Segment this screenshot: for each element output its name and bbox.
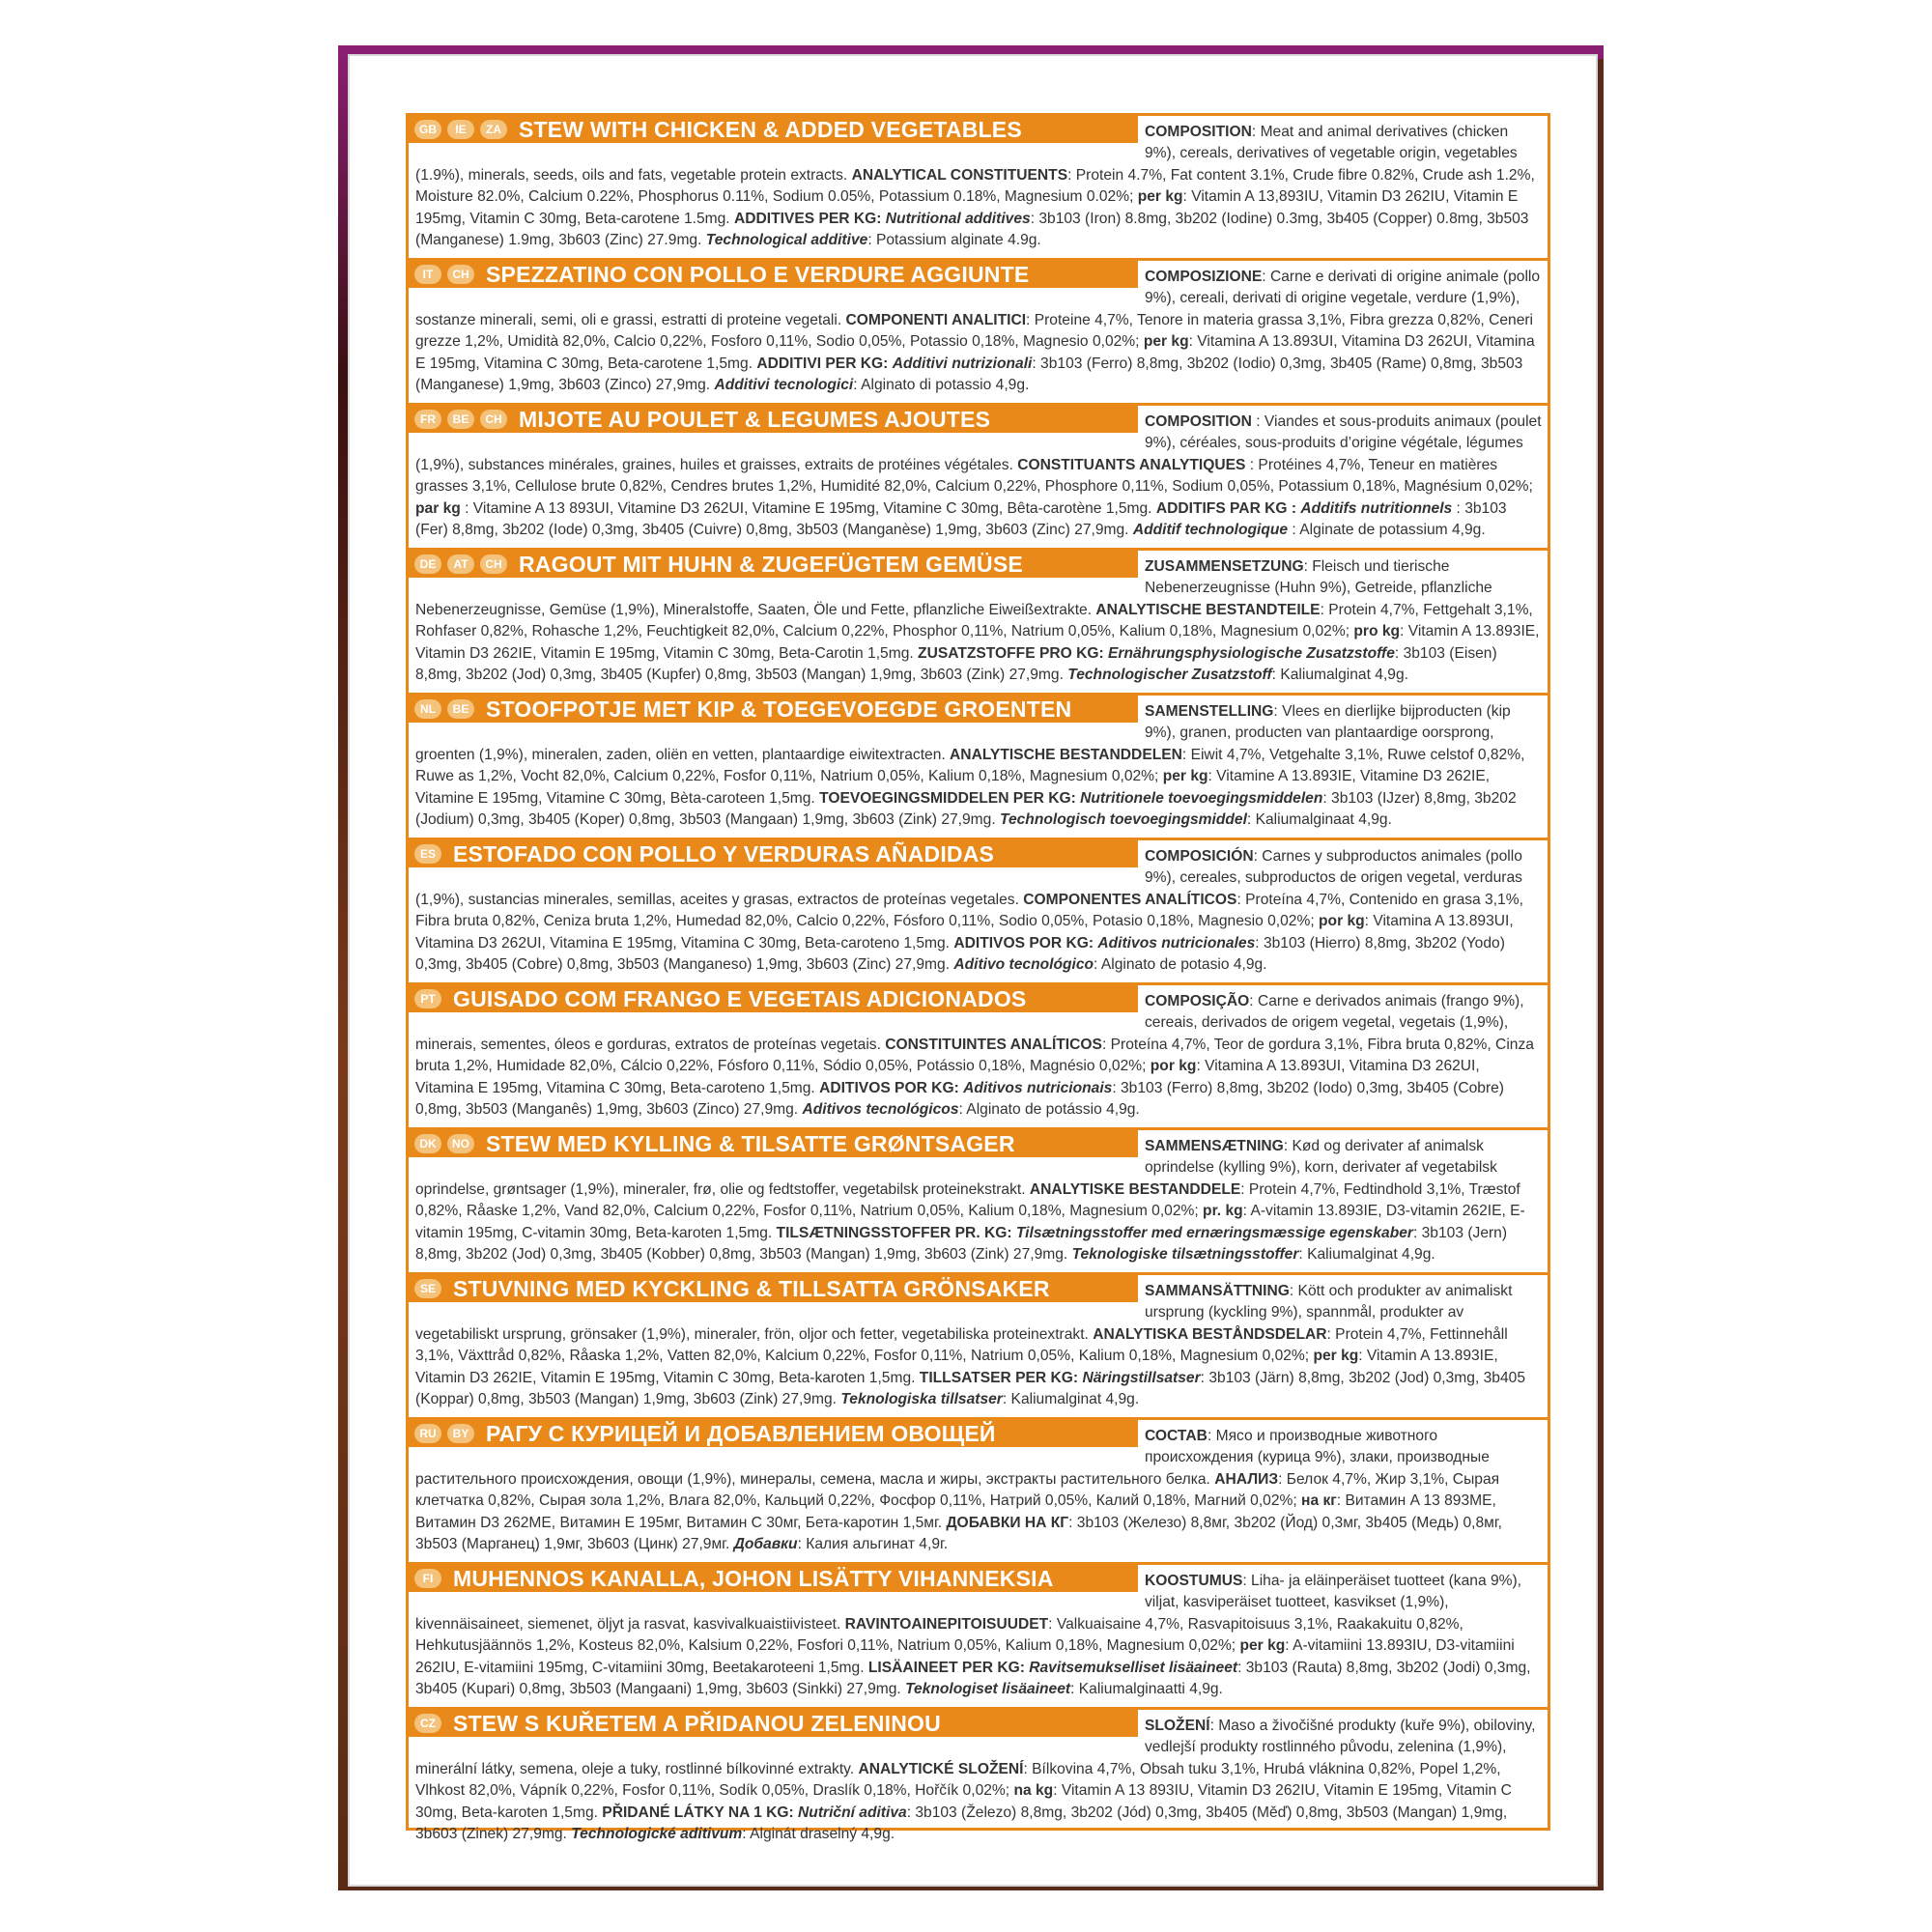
label-run: por kg [1150, 1058, 1197, 1075]
language-section [409, 1420, 1548, 1565]
language-section [409, 985, 1548, 1130]
section-title: MUHENNOS KANALLA, JOHON LISÄTTY VIHANNEKSIA [453, 1565, 1054, 1591]
label-run: Aditivo tecnológico [953, 956, 1094, 974]
country-code-badge: BE [447, 699, 474, 719]
section-title: STUVNING MED KYCKLING & TILLSATTA GRÖNSAKER [453, 1275, 1050, 1301]
text-run: : Fleisch und tierische Nebenerzeugnisse (Huhn 9%), Getreide, pflanzliche Nebenerzeugnisse, Gemüse (1,9%), Mineralstoffe, Saaten, Öle und Fette, pflanzliche Eiweißextrakte. [415, 558, 1492, 618]
text-run: : 3b103 (IJzer) 8,8mg, 3b202 (Jodium) 0,3mg, 3b405 (Koper) 0,8mg, 3b503 (Mangaan) 1,9mg, 3b603 (Zink) 27,9mg. [415, 789, 1517, 829]
label-run: LISÄAINEET PER KG: [867, 1659, 1030, 1676]
label-run: ANALYTISCHE BESTANDTEILE [1095, 601, 1321, 618]
text-run: : Protein 4,7%, Fettinnehåll 3,1%, Växttråd 0,82%, Råaska 1,2%, Vatten 82,0%, Kalcium 0,22%, Fosfor 0,11%, Natrium 0,05%, Kalium 0,18%, Magnesium 0,02%; [415, 1325, 1508, 1365]
text-run: : Protéines 4,7%, Teneur en matières grasses 3,1%, Cellulose brute 0,82%, Cendres brutes 1,2%, Humidité 82,0%, Calcium 0,22%, Phosphore 0,11%, Sodium 0,05%, Potassium 0,18%, Magnésium 0,02%; [415, 456, 1533, 496]
section-title-band [409, 840, 1138, 867]
label-run: Aditivos nutricionais [963, 1079, 1113, 1096]
label-run: per kg [1137, 188, 1183, 206]
label-run: TILSÆTNINGSSTOFFER PR. KG: [776, 1224, 1016, 1241]
text-run: : 3b103 (Rauta) 8,8mg, 3b202 (Jodi) 0,3mg, 3b405 (Kupari) 0,8mg, 3b503 (Mangaani) 1,9mg, 3b603 (Sinkki) 27,9mg. [415, 1659, 1531, 1698]
country-code-badge: CH [480, 554, 507, 574]
label-run: Aditivos tecnológicos [802, 1101, 959, 1119]
label-run: Ravitsemukselliset lisäaineet [1029, 1659, 1238, 1676]
label-run: COMPOSIÇÃO [1145, 993, 1250, 1009]
label-run: SAMMANSÄTTNING [1145, 1283, 1290, 1299]
section-title-band [409, 696, 1138, 723]
text-run: : Витамин A 13 893МЕ, Витамин D3 262МЕ, Витамин E 195мг, Витамин C 30мг, Бета-каротин 1,5мг. [415, 1492, 1496, 1531]
text-run: : Protein 4,7%, Fedtindhold 3,1%, Træstof 0,82%, Råaske 1,2%, Vand 82,0%, Calcium 0,22%, Fosfor 0,11%, Natrium 0,05%, Kalium 0,18%, Magnesium 0,02%; [415, 1180, 1520, 1220]
label-run: per kg [1162, 768, 1208, 785]
label-run: ADITIVOS POR KG: [819, 1079, 964, 1096]
label-run: COMPOSITION [1145, 124, 1252, 140]
label-run: ДОБАВКИ НА КГ [946, 1514, 1069, 1531]
label-run: ADDITIVI PER KG: [756, 355, 893, 372]
label-run: SAMENSTELLING [1145, 703, 1274, 720]
label-run: per kg [1239, 1637, 1286, 1655]
text-run: : Meat and animal derivatives (chicken 9%), cereals, derivatives of vegetable origin, vegetables (1.9%), minerals, seeds, oils and fats, vegetable protein extracts. [415, 124, 1518, 184]
text-run: : 3b103 (Železo) 8,8mg, 3b202 (Jód) 0,3mg, 3b405 (Měď) 0,8mg, 3b503 (Mangan) 1,9mg, 3b603 (Zinek) 27,9mg. [415, 1804, 1508, 1843]
text-run: : Vitamin A 13 893IU, Vitamin D3 262IU, Vitamin E 195mg, Vitamin C 30mg, Beta-karoten 1,5mg. [415, 1782, 1512, 1821]
label-run: SLOŽENÍ [1145, 1718, 1210, 1734]
section-title: RAGOUT MIT HUHN & ZUGEFÜGTEM GEMÜSE [519, 551, 1023, 577]
section-title-band [409, 551, 1138, 578]
text-run: : Alginato de potasio 4,9g. [1094, 956, 1267, 974]
label-run: Technologické aditivum [571, 1826, 743, 1843]
label-run: Aditivos nutricionales [1097, 934, 1256, 952]
country-code-badge: BE [447, 410, 474, 429]
text-run: : Белок 4,7%, Жир 3,1%, Сырая клетчатка 0,82%, Сырая зола 1,2%, Влага 82,0%, Кальций 0,22%, Фосфор 0,11%, Натрий 0,05%, Калий 0,18%, Магний 0,02%; [415, 1470, 1500, 1510]
text-run: : 3b103 (Ferro) 8,8mg, 3b202 (Iodo) 0,3mg, 3b405 (Cobre) 0,8mg, 3b503 (Manganês) 1,9mg, 3b603 (Zinco) 27,9mg. [415, 1079, 1505, 1119]
label-run: par kg [415, 499, 461, 517]
label-run: Additivi nutrizionali [892, 355, 1033, 372]
label-run: СОСТАВ [1145, 1428, 1208, 1444]
section-title-band [409, 116, 1138, 143]
section-title-band [409, 406, 1138, 433]
label-run: Nutritional additives [885, 210, 1031, 227]
section-title-band [409, 1565, 1138, 1592]
label-run: Добавки [733, 1536, 798, 1553]
label-run: Teknologiset lisäaineet [905, 1681, 1071, 1698]
text-run: : 3b103 (Hierro) 8,8mg, 3b202 (Yodo) 0,3mg, 3b405 (Cobre) 0,8mg, 3b503 (Manganeso) 1,9mg, 3b603 (Zinc) 27,9mg. [415, 934, 1505, 974]
text-run: : 3b103 (Fer) 8,8mg, 3b202 (Iode) 0,3mg, 3b405 (Cuivre) 0,8mg, 3b503 (Manganèse) 1,9mg, 3b603 (Zinc) 27,9mg. [415, 499, 1507, 539]
text-run: : A-vitamiini 13.893IU, D3-vitamiini 262IU, E-vitamiini 195mg, C-vitamiini 30mg, Beetakaroteeni 1,5mg. [415, 1637, 1515, 1676]
country-code-badge: NL [414, 699, 441, 719]
country-code-badge: CH [447, 265, 474, 284]
section-title-band [409, 1420, 1138, 1447]
text-run: : Vitamin A 13.893IE, Vitamin D3 262IE, Vitamin E 195mg, Vitamin C 30mg, Beta-Carotin 1,5mg. [415, 623, 1540, 662]
text-run: : Vitamin A 13,893IU, Vitamin D3 262IU, Vitamin E 195mg, Vitamin C 30mg, Beta-carotene 1.5mg. [415, 188, 1519, 227]
text-run: : Kød og derivater af animalsk oprindelse (kylling 9%), korn, derivater af vegetabilsk oprindelse, grøntsager (1,9%), mineraler, frø, olie og fedtstoffer, vegetabilsk proteinekstrakt. [415, 1138, 1497, 1198]
section-title: ESTOFADO CON POLLO Y VERDURAS AÑADIDAS [453, 840, 995, 867]
section-title: SPEZZATINO CON POLLO E VERDURE AGGIUNTE [486, 261, 1030, 287]
text-run: : Мясо и производные животного происхождения (курица 9%), злаки, производные растительного происхождения, овощи (1,9%), минералы, семена, масла и жиры, экстракты растительного белка. [415, 1428, 1490, 1488]
text-run: : Vitamin A 13.893IE, Vitamin D3 262IE, Vitamin E 195mg, Vitamin C 30mg, Beta-karoten 1,5mg. [415, 1348, 1498, 1386]
text-run: : Калия альгинат 4,9г. [797, 1536, 949, 1553]
label-run: Teknologiske tilsætningsstoffer [1071, 1246, 1299, 1264]
text-run: : Liha- ja eläinperäiset tuotteet (kana 9%), viljat, kasviperäiset tuotteet, kasvikset (1,9%), kivennäisaineet, siemenet, öljyt ja rasvat, kasvivalkuaistiivisteet. [415, 1573, 1522, 1633]
label-run: Nutritionele toevoegingsmiddelen [1080, 789, 1323, 807]
label-run: CONSTITUINTES ANALÍTICOS [885, 1036, 1102, 1053]
label-run: Tilsætningsstoffer med ernæringsmæssige egenskaber [1015, 1224, 1413, 1241]
language-section [409, 1275, 1548, 1420]
country-code-badge: CH [480, 410, 507, 429]
section-title: STEW S KUŘETEM A PŘIDANOU ZELENINOU [453, 1710, 941, 1736]
text-run: : Kött och produkter av animaliskt ursprung (kyckling 9%), spannmål, produkter av vegetabiliskt ursprung, grönsaker (1,9%), mineraler, frön, oljor och fetter, vegetabiliska proteinextrakt. [415, 1283, 1513, 1343]
section-title-band [409, 1275, 1138, 1302]
label-run: TILLSATSER PER KG: [919, 1369, 1083, 1386]
text-run: : Protein 4,7%, Fettgehalt 3,1%, Rohfaser 0,82%, Rohasche 1,2%, Feuchtigkeit 82,0%, Calcium 0,22%, Phosphor 0,11%, Natrium 0,05%, Kalium 0,18%, Magnesium 0,02%; [415, 601, 1533, 640]
label-run: COMPONENTES ANALÍTICOS [1023, 891, 1237, 908]
text-run: : Vitamine A 13 893UI, Vitamine D3 262UI, Vitamine E 195mg, Vitamine C 30mg, Bêta-carotène 1,5mg. [460, 499, 1156, 517]
section-title: GUISADO COM FRANGO E VEGETAIS ADICIONADOS [453, 985, 1027, 1011]
text-run: : Carnes y subproductos animales (pollo 9%), cereales, subproductos de origen vegetal, verduras (1,9%), sustancias minerales, semillas, aceites y grasas, extractos de proteínas vegetales. [415, 848, 1522, 908]
country-code-badge: NO [447, 1134, 474, 1153]
composition-panel [406, 113, 1550, 1843]
country-code-badge: CZ [414, 1714, 441, 1733]
country-code-badge: FR [414, 410, 441, 429]
label-run: COMPOSICIÓN [1145, 848, 1254, 865]
section-title-band [409, 261, 1138, 288]
label-run: Technologisch toevoegingsmiddel [1000, 811, 1247, 829]
label-run: Technological additive [705, 232, 868, 249]
label-run: на кг [1301, 1492, 1337, 1510]
label-run: Additifs nutritionnels [1300, 499, 1453, 517]
label-run: ANALYTISCHE BESTANDDELEN [950, 746, 1182, 763]
language-section [409, 1710, 1548, 1855]
label-run: SAMMENSÆTNING [1145, 1138, 1284, 1154]
country-code-badge: AT [447, 554, 474, 574]
country-code-badge: RU [414, 1424, 441, 1443]
label-run: ZUSAMMENSETZUNG [1145, 558, 1304, 575]
country-code-badge: GB [414, 120, 441, 139]
label-run: per kg [1313, 1348, 1359, 1365]
country-code-badge: DE [414, 554, 441, 574]
language-section [409, 1565, 1548, 1710]
country-code-badge: DK [414, 1134, 441, 1153]
label-run: PŘIDANÉ LÁTKY NA 1 KG: [602, 1804, 799, 1821]
country-code-badge: BY [447, 1424, 474, 1443]
label-run: ANALYTICAL CONSTITUENTS [851, 166, 1068, 184]
label-run: ADDITIVES PER KG: [733, 210, 886, 227]
country-code-badge: IE [447, 120, 474, 139]
text-run: : 3b103 (Ferro) 8,8mg, 3b202 (Iodio) 0,3mg, 3b405 (Rame) 0,8mg, 3b503 (Manganese) 1,9mg, 3b603 (Zinco) 27,9mg. [415, 355, 1523, 394]
label-run: Ernährungsphysiologische Zusatzstoffe [1108, 644, 1395, 662]
text-run: : Vitamine A 13.893IE, Vitamine D3 262IE, Vitamine E 195mg, Vitamine C 30mg, Bèta-caroteen 1,5mg. [415, 768, 1491, 807]
text-run: : Proteine 4,7%, Tenore in materia grassa 3,1%, Fibra grezza 0,82%, Ceneri grezze 1,2%, Umidità 82,0%, Calcio 0,22%, Fosforo 0,11%, Sodio 0,05%, Potassio 0,18%, Magnesio 0,02%; [415, 311, 1534, 351]
label-run: COMPOSITION [1145, 413, 1252, 430]
label-run: ZUSATZSTOFFE PRO KG: [918, 644, 1108, 662]
section-title: STEW MED KYLLING & TILSATTE GRØNTSAGER [486, 1130, 1015, 1156]
text-run: : Carne e derivados animais (frango 9%), cereais, derivados de origem vegetal, vegetais (1,9%), minerais, sementes, óleos e gorduras, extratos de proteínas vegetais. [415, 993, 1524, 1053]
text-run: : 3b103 (Eisen) 8,8mg, 3b202 (Jod) 0,3mg, 3b405 (Kupfer) 0,8mg, 3b503 (Mangan) 1,9mg, 3b603 (Zink) 27,9mg. [415, 644, 1497, 684]
label-run: ANALYTISKA BESTÅNDSDELAR [1093, 1325, 1327, 1343]
text-run: : Vitamina A 13.893UI, Vitamina D3 262UI, Vitamina E 195mg, Vitamina C 30mg, Beta-caroteno 1,5mg. [415, 1058, 1480, 1096]
text-run: : Proteína 4,7%, Teor de gordura 3,1%, Fibra bruta 0,82%, Cinza bruta 1,2%, Humidade 82,0%, Cálcio 0,22%, Fósforo 0,11%, Sódio 0,05%, Potássio 0,18%, Magnésio 0,02%; [415, 1036, 1534, 1075]
text-run: : Protein 4.7%, Fat content 3.1%, Crude fibre 0.82%, Crude ash 1.2%, Moisture 82.0%, Calcium 0.22%, Phosphorus 0.11%, Sodium 0.05%, Potassium 0.18%, Magnesium 0.02%; [415, 166, 1535, 206]
text-run: : Alginát draselný 4,9g. [742, 1826, 895, 1843]
text-run: : 3b103 (Järn) 8,8mg, 3b202 (Jod) 0,3mg, 3b405 (Koppar) 0,8mg, 3b503 (Mangan) 1,9mg, 3b603 (Zink) 27,9mg. [415, 1369, 1525, 1408]
label-run: CONSTITUANTS ANALYTIQUES [1017, 456, 1246, 473]
text-run: : Valkuaisaine 4,7%, Rasvapitoisuus 3,1%, Raakakuitu 0,82%, Hehkutusjäännös 1,2%, Kosteus 82,0%, Kalsium 0,22%, Fosfori 0,11%, Natrium 0,05%, Kalium 0,18%, Magnesium 0,02%; [415, 1615, 1463, 1655]
section-title: MIJOTE AU POULET & LEGUMES AJOUTES [519, 406, 991, 432]
text-run: : Alginato di potassio 4,9g. [853, 377, 1030, 394]
language-section [409, 261, 1548, 406]
text-run: : Proteína 4,7%, Contenido en grasa 3,1%, Fibra bruta 0,82%, Ceniza bruta 1,2%, Humedad 82,0%, Calcio 0,22%, Fósforo 0,11%, Sodio 0,05%, Potasio 0,18%, Magnesio 0,02%; [415, 891, 1523, 930]
label-run: Näringstillsatser [1082, 1369, 1201, 1386]
language-section [409, 116, 1548, 261]
label-run: ADDITIFS PAR KG : [1155, 499, 1301, 517]
label-run: por kg [1319, 913, 1365, 930]
label-run: KOOSTUMUS [1145, 1573, 1243, 1589]
text-run: : Maso a živočišné produkty (kuře 9%), obiloviny, vedlejší produkty rostlinného původu, zelenina (1,9%), minerální látky, semena, oleje a tuky, rostlinné bílkovinné extrakty. [415, 1718, 1536, 1777]
label-run: ANALYTISKE BESTANDDELE [1029, 1180, 1241, 1198]
country-code-badge: FI [414, 1569, 441, 1588]
section-title-band [409, 1130, 1138, 1157]
label-run: per kg [1143, 333, 1189, 351]
text-run: : 3b103 (Jern) 8,8mg, 3b202 (Jod) 0,3mg, 3b405 (Kobber) 0,8mg, 3b503 (Mangan) 1,9mg, 3b603 (Zink) 27,9mg. [415, 1224, 1508, 1264]
section-title-band [409, 985, 1138, 1012]
language-section [409, 1130, 1548, 1275]
section-title: STOOFPOTJE MET KIP & TOEGEVOEGDE GROENTEN [486, 696, 1072, 722]
label-run: COMPOSIZIONE [1145, 269, 1263, 285]
text-run: : 3b103 (Iron) 8.8mg, 3b202 (Iodine) 0.3mg, 3b405 (Copper) 0.8mg, 3b503 (Manganese) 1.9mg, 3b603 (Zinc) 27.9mg. [415, 210, 1529, 249]
label-run: ADITIVOS POR KG: [953, 934, 1098, 952]
language-section [409, 696, 1548, 840]
text-run: : 3b103 (Железо) 8,8мг, 3b202 (Йод) 0,3мг, 3b405 (Медь) 0,8мг, 3b503 (Марганец) 1,9мг, 3b603 (Цинк) 27,9мг. [415, 1514, 1503, 1553]
language-section [409, 840, 1548, 985]
section-title: STEW WITH CHICKEN & ADDED VEGETABLES [519, 116, 1022, 142]
text-run: : Potassium alginate 4.9g. [867, 232, 1041, 249]
text-run: : Vitamina A 13.893UI, Vitamina D3 262UI, Vitamina E 195mg, Vitamina C 30mg, Beta-carotene 1,5mg. [415, 333, 1535, 372]
text-run: : Viandes et sous-produits animaux (poulet 9%), céréales, sous-produits d’origine végétale, légumes (1,9%), substances minérales, graines, huiles et graisses, extraits de protéines végétales. [415, 413, 1542, 473]
text-run: : Bílkovina 4,7%, Obsah tuku 3,1%, Hrubá vláknina 0,82%, Popel 1,2%, Vlhkost 82,0%, Vápník 0,22%, Fosfor 0,11%, Sodík 0,05%, Draslík 0,18%, Hořčík 0,02%; [415, 1760, 1501, 1800]
text-run: : Kaliumalginaatti 4,9g. [1070, 1681, 1223, 1698]
text-run: : Eiwit 4,7%, Vetgehalte 3,1%, Ruwe celstof 0,82%, Ruwe as 1,2%, Vocht 82,0%, Calcium 0,22%, Fosfor 0,11%, Natrium 0,05%, Kalium 0,18%, Magnesium 0,02%; [415, 746, 1525, 785]
text-run: : Vitamina A 13.893UI, Vitamina D3 262UI, Vitamina E 195mg, Vitamina C 30mg, Beta-caroteno 1,5mg. [415, 913, 1514, 952]
country-code-badge: ZA [480, 120, 507, 139]
label-run: АНАЛИЗ [1214, 1470, 1279, 1488]
text-run: : Carne e derivati di origine animale (pollo 9%), cereali, derivati di origine vegetale, verdure (1,9%), sostanze minerali, semi, oli e grassi, estratti di proteine vegetali. [415, 269, 1541, 328]
label-run: TOEVOEGINGSMIDDELEN PER KG: [819, 789, 1081, 807]
country-code-badge: SE [414, 1279, 441, 1298]
label-run: Teknologiska tillsatser [840, 1391, 1003, 1408]
text-run: : Vlees en dierlijke bijproducten (kip 9%), granen, producten van plantaardige oorsprong, groenten (1,9%), mineralen, zaden, oliën en vetten, plantaardige eiwitextracten. [415, 703, 1511, 763]
label-run: Nutriční aditiva [798, 1804, 907, 1821]
text-run: : Kaliumalginat 4,9g. [1298, 1246, 1435, 1264]
language-section [409, 406, 1548, 551]
country-code-badge: PT [414, 989, 441, 1009]
language-section [409, 551, 1548, 696]
text-run: : Kaliumalginat 4,9g. [1271, 667, 1408, 684]
label-run: pro kg [1353, 623, 1401, 640]
text-run: : Kaliumalginaat 4,9g. [1246, 811, 1392, 829]
label-run: COMPONENTI ANALITICI [845, 311, 1027, 328]
text-run: : Kaliumalginat 4,9g. [1002, 1391, 1140, 1408]
section-title-band [409, 1710, 1138, 1737]
label-run: Technologischer Zusatzstoff [1067, 667, 1272, 684]
label-run: Additivi tecnologici [714, 377, 854, 394]
label-run: Additif technologique [1132, 522, 1289, 539]
text-run: : A-vitamin 13.893IE, D3-vitamin 262IE, E-vitamin 195mg, C-vitamin 30mg, Beta-karoten 1,5mg. [415, 1203, 1525, 1241]
country-code-badge: IT [414, 265, 441, 284]
text-run: : Alginato de potássio 4,9g. [958, 1101, 1140, 1119]
label-run: na kg [1013, 1782, 1054, 1800]
label-run: ANALYTICKÉ SLOŽENÍ [858, 1760, 1024, 1777]
section-title: РАГУ С КУРИЦЕЙ И ДОБАВЛЕНИЕМ ОВОЩЕЙ [486, 1420, 996, 1446]
label-run: RAVINTOAINEPITOISUUDET [844, 1615, 1049, 1633]
text-run: : Alginate de potassium 4,9g. [1288, 522, 1486, 539]
country-code-badge: ES [414, 844, 441, 864]
label-run: pr. kg [1203, 1203, 1243, 1220]
